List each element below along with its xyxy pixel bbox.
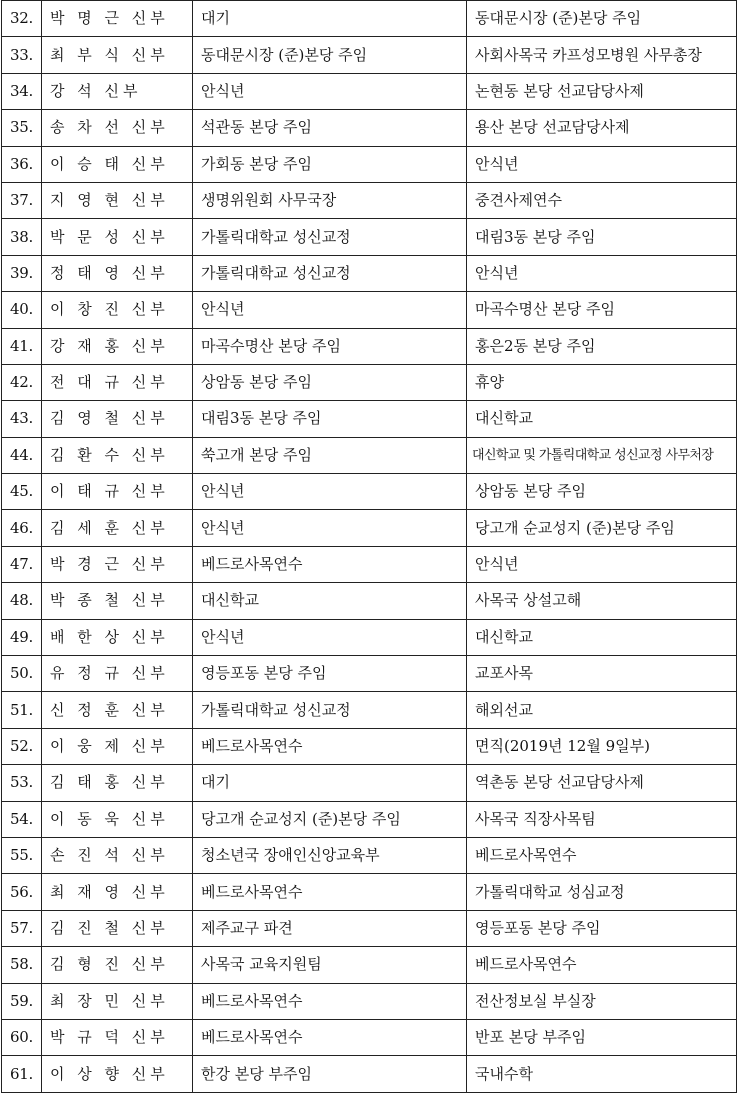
table-row	[2, 874, 737, 910]
priest-name: 전 대 규 신부	[42, 364, 193, 400]
priest-name: 정 태 영 신부	[42, 255, 193, 291]
priest-name: 김 세 훈 신부	[42, 510, 193, 546]
previous-assignment: 석관동 본당 주임	[193, 110, 467, 146]
table-row	[2, 510, 737, 546]
assignment-table	[1, 0, 737, 1093]
table-row	[2, 1019, 737, 1055]
previous-assignment: 안식년	[193, 73, 467, 109]
row-number: 46.	[2, 510, 42, 546]
row-number: 60.	[2, 1019, 42, 1055]
previous-assignment: 안식년	[193, 474, 467, 510]
previous-assignment: 가톨릭대학교 성신교정	[193, 692, 467, 728]
table-row	[2, 910, 737, 946]
row-number: 53.	[2, 765, 42, 801]
previous-assignment: 가회동 본당 주임	[193, 146, 467, 182]
new-assignment: 영등포동 본당 주임	[467, 910, 737, 946]
priest-name: 박 규 덕 신부	[42, 1019, 193, 1055]
row-number: 59.	[2, 983, 42, 1019]
priest-name: 박 명 근 신부	[42, 1, 193, 37]
new-assignment: 중견사제연수	[467, 182, 737, 218]
table-row	[2, 73, 737, 109]
previous-assignment: 한강 본당 부주임	[193, 1056, 467, 1092]
new-assignment: 대신학교 및 가톨릭대학교 성신교정 사무처장	[467, 437, 737, 473]
row-number: 45.	[2, 474, 42, 510]
row-number: 41.	[2, 328, 42, 364]
priest-name: 김 환 수 신부	[42, 437, 193, 473]
priest-name: 김 형 진 신부	[42, 947, 193, 983]
new-assignment: 가톨릭대학교 성심교정	[467, 874, 737, 910]
row-number: 57.	[2, 910, 42, 946]
row-number: 48.	[2, 583, 42, 619]
priest-name: 지 영 현 신부	[42, 182, 193, 218]
new-assignment: 해외선교	[467, 692, 737, 728]
row-number: 50.	[2, 656, 42, 692]
table-row	[2, 692, 737, 728]
new-assignment: 사목국 상설고해	[467, 583, 737, 619]
new-assignment: 반포 본당 부주임	[467, 1019, 737, 1055]
row-number: 37.	[2, 182, 42, 218]
table-row	[2, 837, 737, 873]
row-number: 43.	[2, 401, 42, 437]
table-row	[2, 983, 737, 1019]
priest-name: 배 한 상 신부	[42, 619, 193, 655]
table-row	[2, 292, 737, 328]
new-assignment: 교포사목	[467, 656, 737, 692]
previous-assignment: 대기	[193, 765, 467, 801]
previous-assignment: 생명위원회 사무국장	[193, 182, 467, 218]
new-assignment: 사목국 직장사목팀	[467, 801, 737, 837]
table-row	[2, 947, 737, 983]
row-number: 39.	[2, 255, 42, 291]
new-assignment: 대림3동 본당 주임	[467, 219, 737, 255]
priest-name: 신 정 훈 신부	[42, 692, 193, 728]
priest-name: 이 웅 제 신부	[42, 728, 193, 764]
table-row	[2, 1, 737, 37]
priest-name: 최 재 영 신부	[42, 874, 193, 910]
previous-assignment: 가톨릭대학교 성신교정	[193, 255, 467, 291]
priest-name: 박 문 성 신부	[42, 219, 193, 255]
priest-name: 송 차 선 신부	[42, 110, 193, 146]
row-number: 56.	[2, 874, 42, 910]
previous-assignment: 대기	[193, 1, 467, 37]
previous-assignment: 베드로사목연수	[193, 983, 467, 1019]
row-number: 33.	[2, 37, 42, 73]
new-assignment: 베드로사목연수	[467, 837, 737, 873]
table-row	[2, 328, 737, 364]
row-number: 34.	[2, 73, 42, 109]
table-row	[2, 474, 737, 510]
table-row	[2, 1056, 737, 1092]
new-assignment: 베드로사목연수	[467, 947, 737, 983]
new-assignment: 마곡수명산 본당 주임	[467, 292, 737, 328]
new-assignment: 면직(2019년 12월 9일부)	[467, 728, 737, 764]
previous-assignment: 대신학교	[193, 583, 467, 619]
previous-assignment: 영등포동 본당 주임	[193, 656, 467, 692]
new-assignment: 안식년	[467, 546, 737, 582]
table-row	[2, 583, 737, 619]
table-row	[2, 110, 737, 146]
new-assignment: 안식년	[467, 146, 737, 182]
previous-assignment: 당고개 순교성지 (준)본당 주임	[193, 801, 467, 837]
row-number: 36.	[2, 146, 42, 182]
previous-assignment: 동대문시장 (준)본당 주임	[193, 37, 467, 73]
priest-name: 김 영 철 신부	[42, 401, 193, 437]
row-number: 55.	[2, 837, 42, 873]
table-row	[2, 401, 737, 437]
priest-name: 이 창 진 신부	[42, 292, 193, 328]
table-row	[2, 765, 737, 801]
row-number: 61.	[2, 1056, 42, 1092]
previous-assignment: 가톨릭대학교 성신교정	[193, 219, 467, 255]
previous-assignment: 안식년	[193, 619, 467, 655]
previous-assignment: 청소년국 장애인신앙교육부	[193, 837, 467, 873]
table-row	[2, 37, 737, 73]
previous-assignment: 쑥고개 본당 주임	[193, 437, 467, 473]
row-number: 35.	[2, 110, 42, 146]
table-row	[2, 656, 737, 692]
new-assignment: 전산정보실 부실장	[467, 983, 737, 1019]
table-row	[2, 182, 737, 218]
priest-name: 유 정 규 신부	[42, 656, 193, 692]
row-number: 42.	[2, 364, 42, 400]
priest-name: 강 석 신부	[42, 73, 193, 109]
priest-name: 최 장 민 신부	[42, 983, 193, 1019]
priest-name: 강 재 홍 신부	[42, 328, 193, 364]
row-number: 44.	[2, 437, 42, 473]
row-number: 40.	[2, 292, 42, 328]
previous-assignment: 사목국 교육지원팀	[193, 947, 467, 983]
table-row	[2, 728, 737, 764]
new-assignment: 당고개 순교성지 (준)본당 주임	[467, 510, 737, 546]
row-number: 54.	[2, 801, 42, 837]
priest-name: 이 태 규 신부	[42, 474, 193, 510]
priest-name: 이 승 태 신부	[42, 146, 193, 182]
new-assignment: 대신학교	[467, 619, 737, 655]
priest-name: 이 상 향 신부	[42, 1056, 193, 1092]
previous-assignment: 베드로사목연수	[193, 874, 467, 910]
previous-assignment: 대림3동 본당 주임	[193, 401, 467, 437]
table-row	[2, 546, 737, 582]
table-row	[2, 364, 737, 400]
priest-name: 최 부 식 신부	[42, 37, 193, 73]
priest-name: 김 태 홍 신부	[42, 765, 193, 801]
row-number: 52.	[2, 728, 42, 764]
new-assignment: 국내수학	[467, 1056, 737, 1092]
row-number: 49.	[2, 619, 42, 655]
previous-assignment: 베드로사목연수	[193, 728, 467, 764]
new-assignment: 상암동 본당 주임	[467, 474, 737, 510]
previous-assignment: 베드로사목연수	[193, 1019, 467, 1055]
row-number: 47.	[2, 546, 42, 582]
previous-assignment: 마곡수명산 본당 주임	[193, 328, 467, 364]
previous-assignment: 베드로사목연수	[193, 546, 467, 582]
table-row	[2, 219, 737, 255]
new-assignment: 안식년	[467, 255, 737, 291]
priest-name: 손 진 석 신부	[42, 837, 193, 873]
priest-name: 이 동 욱 신부	[42, 801, 193, 837]
row-number: 38.	[2, 219, 42, 255]
table-row	[2, 437, 737, 473]
new-assignment: 사회사목국 카프성모병원 사무총장	[467, 37, 737, 73]
row-number: 32.	[2, 1, 42, 37]
table-row	[2, 146, 737, 182]
priest-name: 김 진 철 신부	[42, 910, 193, 946]
row-number: 58.	[2, 947, 42, 983]
table-row	[2, 619, 737, 655]
previous-assignment: 안식년	[193, 510, 467, 546]
new-assignment: 동대문시장 (준)본당 주임	[467, 1, 737, 37]
table-row	[2, 801, 737, 837]
previous-assignment: 상암동 본당 주임	[193, 364, 467, 400]
new-assignment: 논현동 본당 선교담당사제	[467, 73, 737, 109]
new-assignment: 휴양	[467, 364, 737, 400]
new-assignment: 용산 본당 선교담당사제	[467, 110, 737, 146]
priest-name: 박 종 철 신부	[42, 583, 193, 619]
assignment-table-body	[2, 1, 737, 1093]
new-assignment: 홍은2동 본당 주임	[467, 328, 737, 364]
previous-assignment: 안식년	[193, 292, 467, 328]
row-number: 51.	[2, 692, 42, 728]
new-assignment: 대신학교	[467, 401, 737, 437]
new-assignment: 역촌동 본당 선교담당사제	[467, 765, 737, 801]
priest-name: 박 경 근 신부	[42, 546, 193, 582]
previous-assignment: 제주교구 파견	[193, 910, 467, 946]
table-row	[2, 255, 737, 291]
